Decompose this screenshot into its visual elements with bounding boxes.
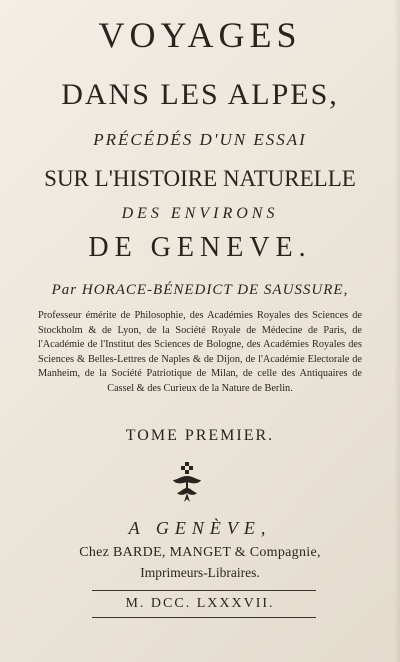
subtitle-line-4: DE GENEVE. — [88, 232, 312, 263]
date-line: M. DCC. LXXXVII. — [125, 596, 275, 611]
place-line: A GENÈVE, — [128, 518, 272, 538]
subtitle-line-3: DES ENVIRONS — [121, 205, 279, 222]
subtitle-line-1: PRÉCÉDÉS D'UN ESSAI — [93, 130, 307, 149]
publisher-line-1: Chez BARDE, MANGET & Compagnie, — [79, 545, 321, 560]
title-line-1: VOYAGES — [98, 15, 302, 55]
subtitle-line-2: SUR L'HISTOIRE NATURELLE — [44, 166, 356, 191]
paper-edge-shadow — [394, 0, 400, 662]
title-line-2: DANS LES ALPES, — [61, 78, 339, 111]
fleuron-ornament-icon — [169, 460, 205, 504]
volume-label: TOME PREMIER. — [125, 427, 275, 444]
author-line: Par HORACE-BÉNEDICT DE SAUSSURE, — [51, 282, 349, 298]
author-description: Professeur émérite de Philosophie, des Académies Royales des Sciences de Stockholm & de Lyon, de la Société Royale de Médecine de Paris, de l'Académie de l'Institut des Sciences de Bologne, des Académies Royales des Sciences & Belles-Lettres de Naples & de Dijon, de l'Académie Electorale de Manheim, de la Société Patriotique de Milan, de celle des Antiquaires de Cassel & des Curieux de la Nature de Berlin. — [38, 310, 362, 394]
divider-rule-top — [92, 590, 316, 591]
divider-rule-bottom — [92, 617, 316, 618]
publisher-line-2: Imprimeurs-Libraires. — [140, 565, 260, 580]
